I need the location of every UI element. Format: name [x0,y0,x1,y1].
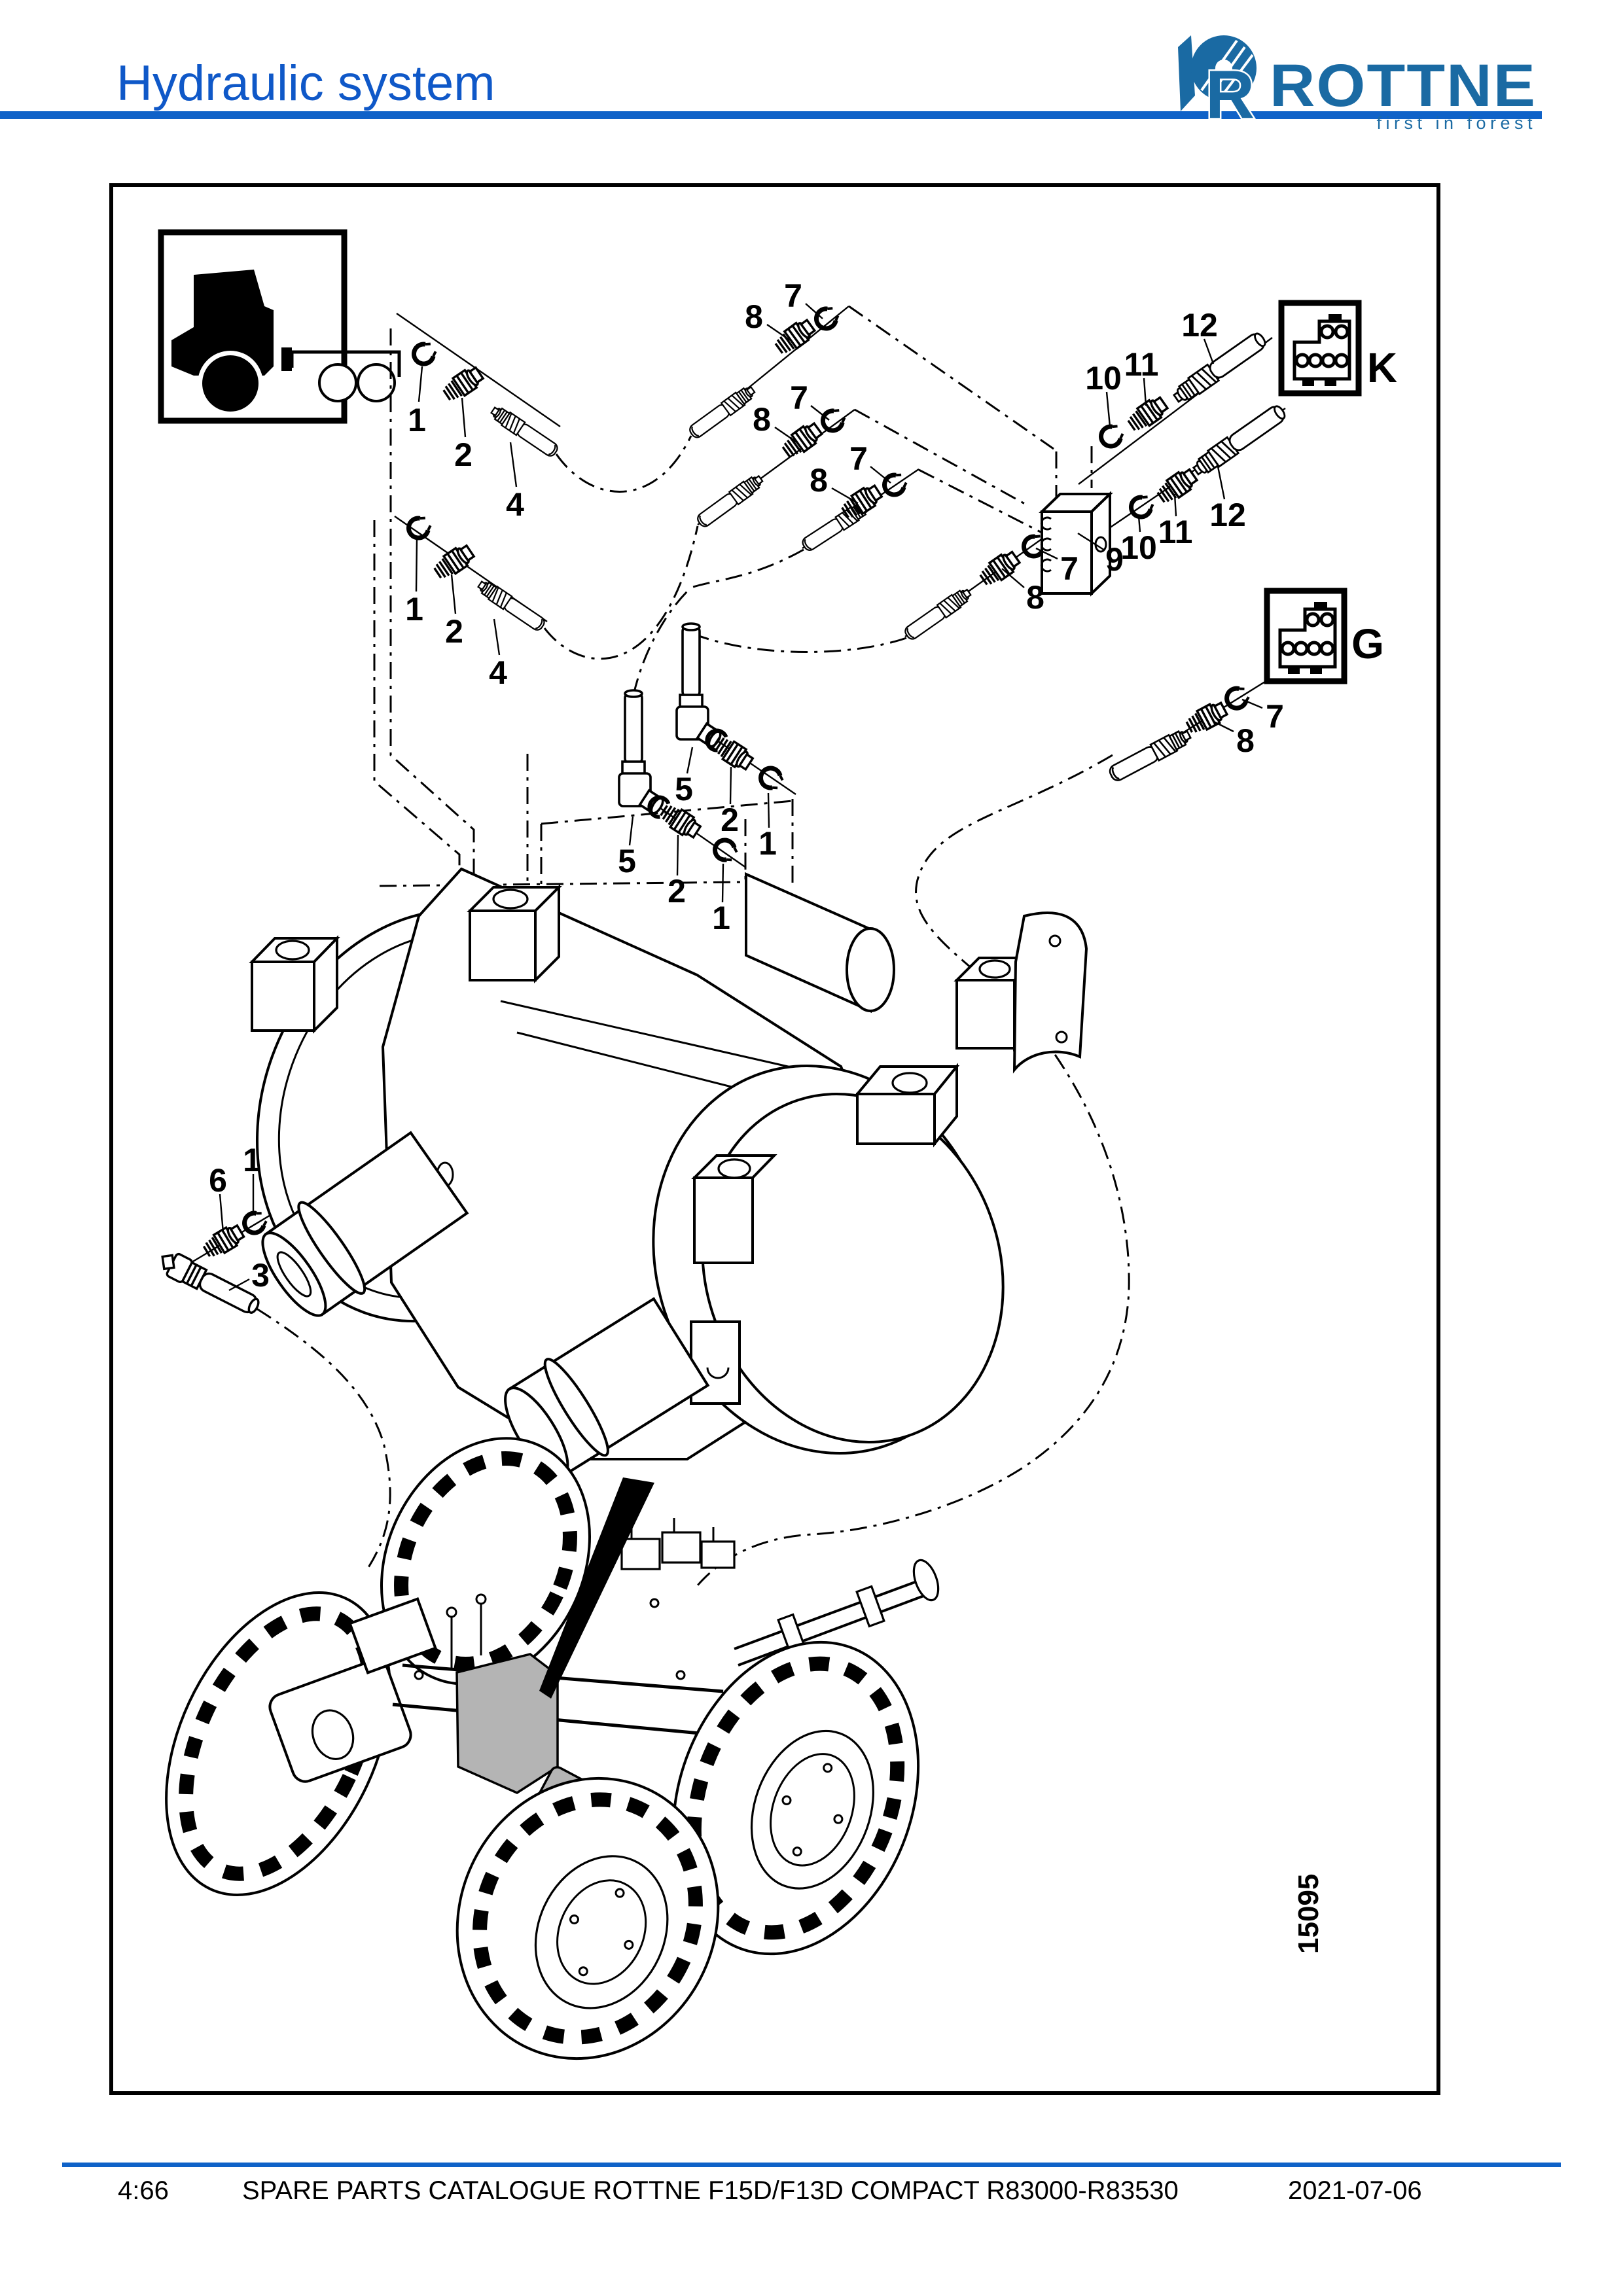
callout-1: 1 [712,900,730,936]
callout-7: 7 [1266,698,1284,735]
callout-10: 10 [1120,529,1157,566]
footer-rule [62,2163,1561,2167]
callout-10: 10 [1085,360,1122,397]
callout-1: 1 [408,402,426,438]
callout-5: 5 [675,771,693,807]
mount-cube [470,887,559,980]
callout-leader [730,767,731,804]
logo-letter: R [1205,57,1255,132]
callout-4: 4 [506,486,524,523]
callout-12: 12 [1181,307,1218,344]
callout-leader [416,538,417,592]
callout-2: 2 [454,436,473,473]
footer-catalogue-title: SPARE PARTS CATALOGUE ROTTNE F15D/F13D COMPACT R83000-R83530 [242,2176,1179,2205]
callout-5: 5 [618,843,636,879]
callout-6: 6 [209,1162,227,1199]
callout-1: 1 [243,1142,261,1178]
page-title: Hydraulic system [116,56,495,111]
connector-k-label: K [1366,344,1398,391]
footer-page-ref: 4:66 [118,2176,169,2205]
callout-9: 9 [1105,541,1124,578]
callout-8: 8 [810,462,828,499]
callout-11: 11 [1158,514,1193,550]
callout-1: 1 [758,825,777,862]
callout-8: 8 [1026,579,1044,616]
connector-g-label: G [1351,620,1384,667]
callout-7: 7 [849,440,868,477]
callout-2: 2 [445,613,463,650]
footer-date: 2021-07-06 [1288,2176,1422,2205]
callout-leader [722,864,723,902]
callout-7: 7 [784,277,802,314]
callout-2: 2 [668,873,686,910]
callout-8: 8 [1236,722,1255,759]
callout-2: 2 [721,802,739,838]
callout-8: 8 [745,298,763,335]
bracket-plate [1014,913,1086,1070]
callout-7: 7 [1060,550,1079,587]
callout-4: 4 [489,654,507,691]
callout-8: 8 [753,401,771,438]
callout-1: 1 [405,591,423,627]
brand-name: ROTTNE [1270,52,1537,119]
callout-7: 7 [790,380,808,416]
callout-leader [677,835,678,875]
brand-tagline: first in forest [1376,113,1537,132]
figure-number: 15095 [1293,1873,1325,1954]
callout-3: 3 [251,1257,270,1294]
callout-11: 11 [1124,346,1159,383]
mount-cube [252,938,337,1031]
callout-leader [768,793,769,828]
callout-12: 12 [1209,497,1246,533]
mount-cube [857,1067,957,1144]
